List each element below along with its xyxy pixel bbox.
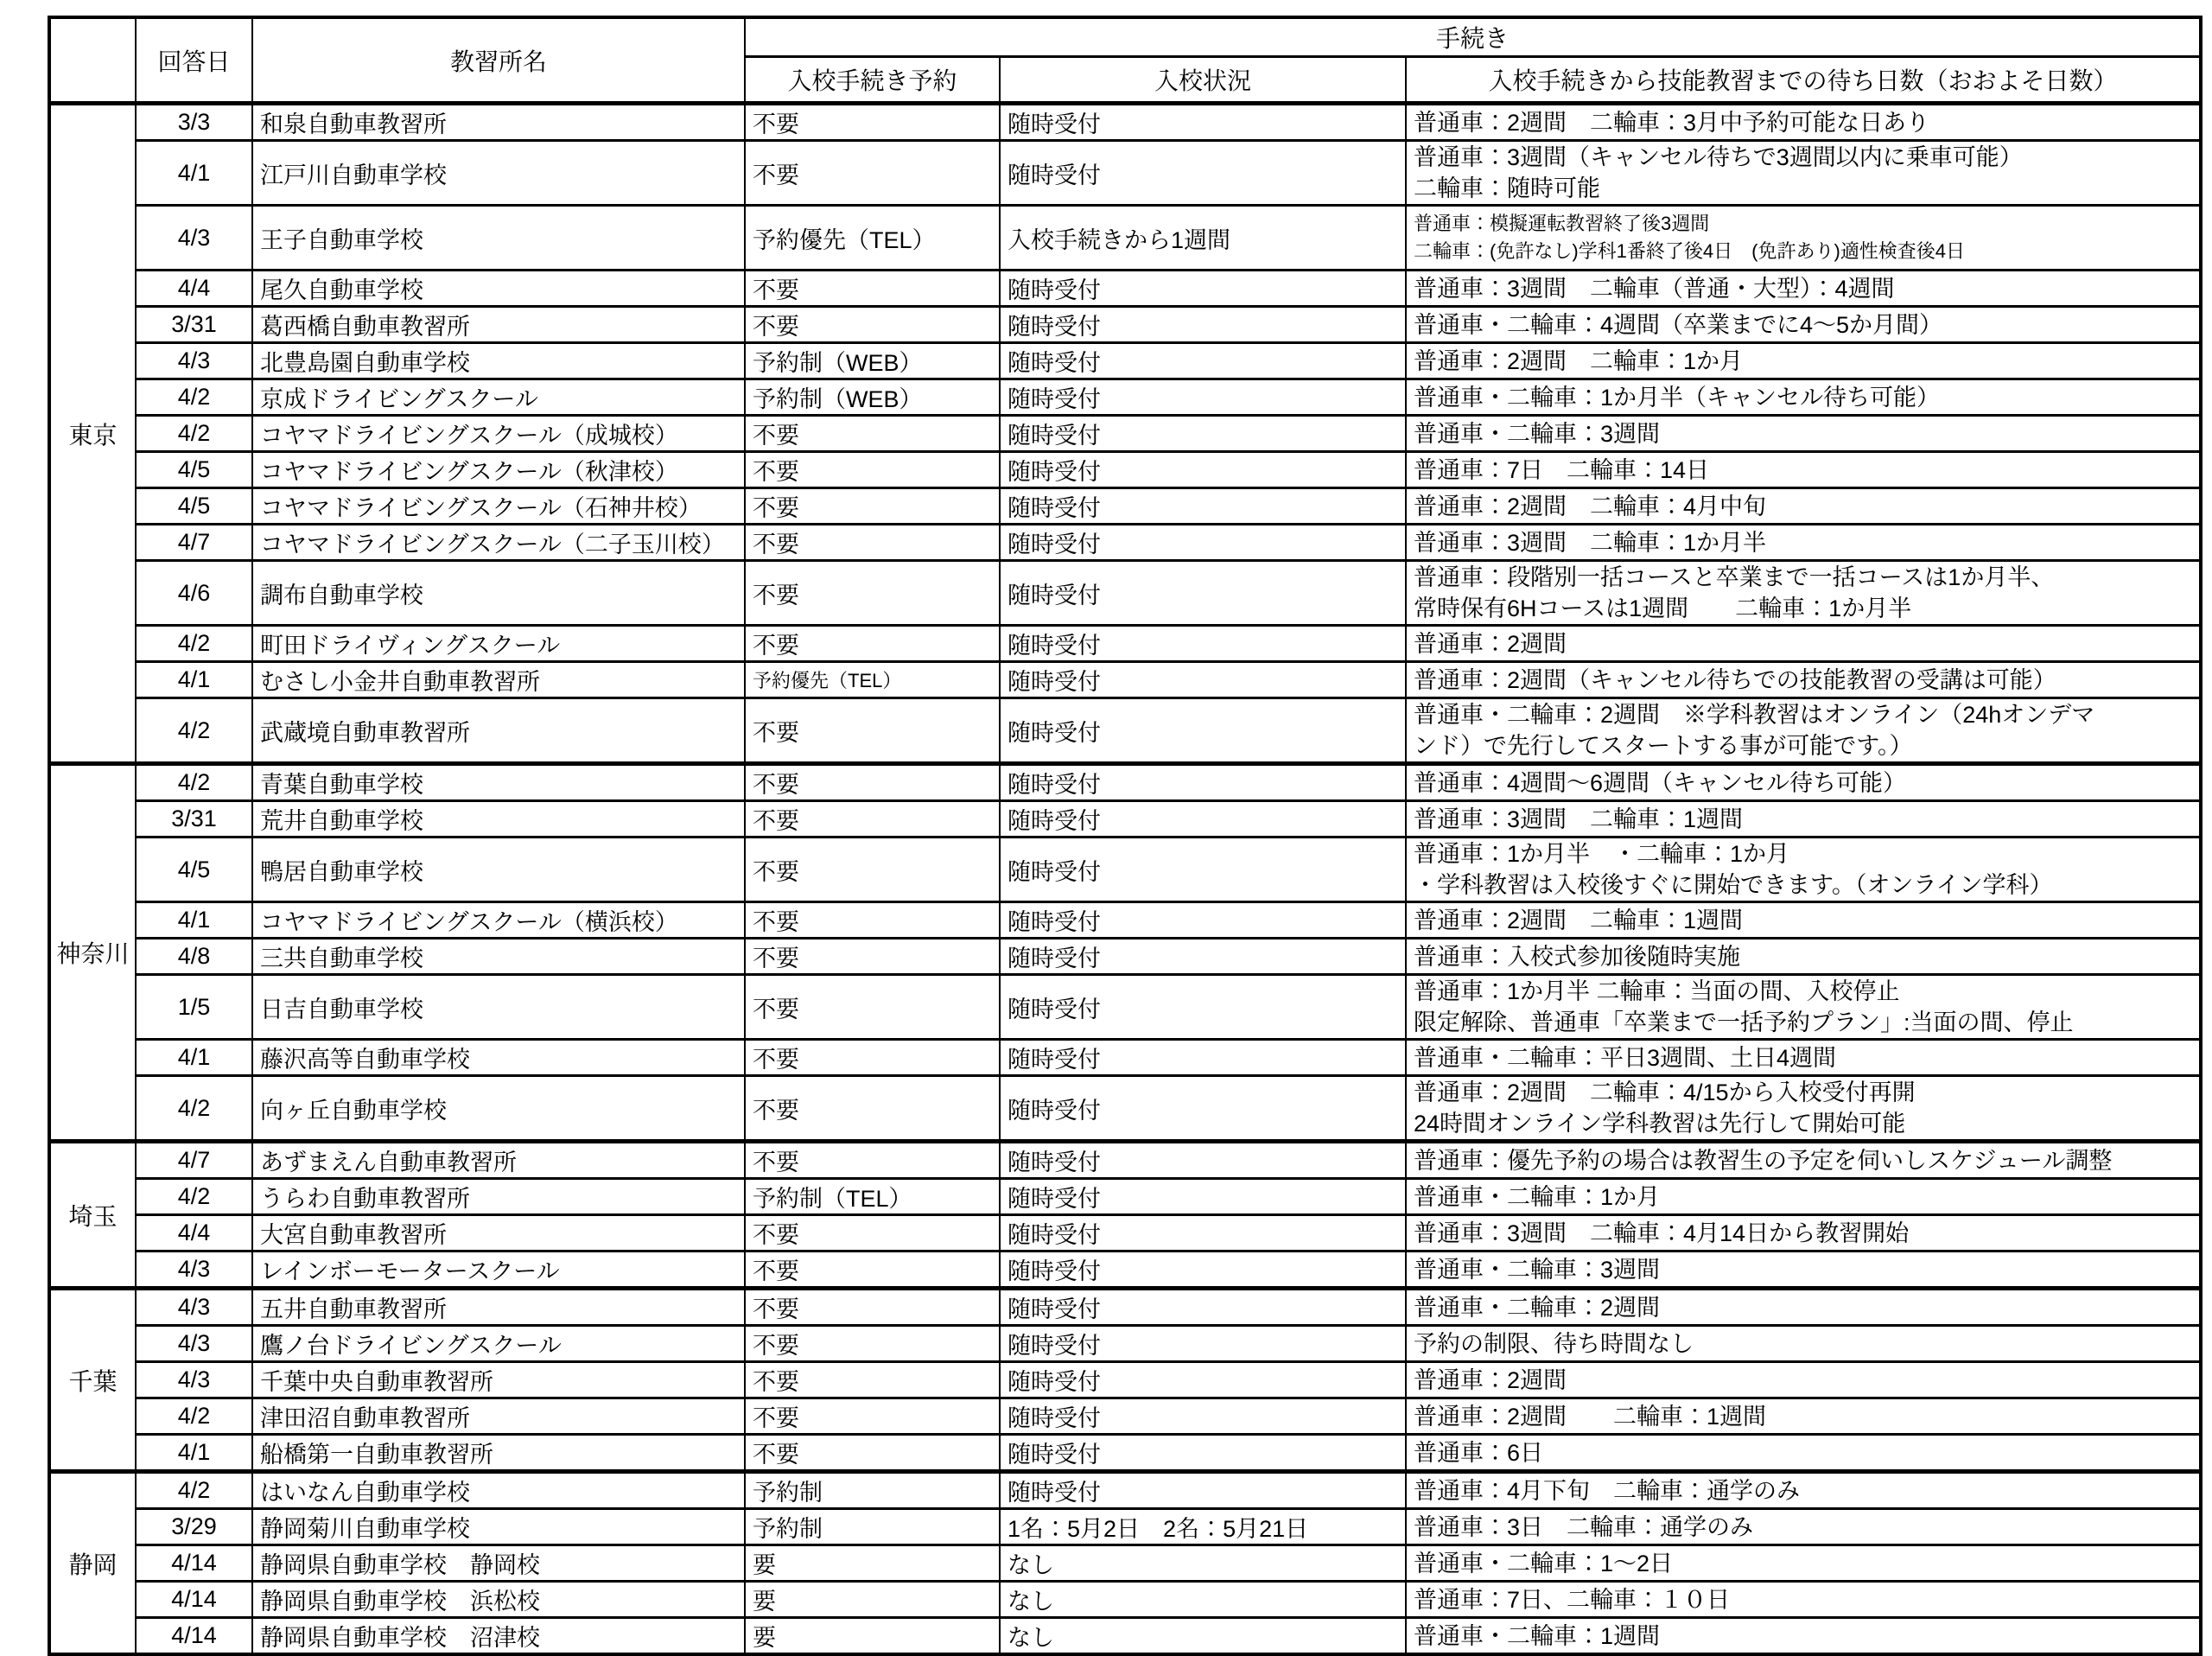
- school-cell: あずまえん自動車教習所: [252, 1142, 745, 1179]
- header-corner: [49, 17, 136, 104]
- date-cell: 4/3: [136, 1252, 252, 1289]
- wait-cell: [1406, 975, 2201, 1040]
- reservation-cell: 不要: [745, 838, 1000, 902]
- wait-line: 普通車・二輪車：2週間: [1414, 1294, 1661, 1321]
- school-cell: 静岡県自動車学校 静岡校: [252, 1545, 745, 1582]
- reservation-cell: 不要: [745, 1215, 1000, 1252]
- school-cell: 尾久自動車学校: [252, 271, 745, 307]
- wait-cell: [1406, 1545, 2201, 1582]
- school-cell: 三共自動車学校: [252, 939, 745, 975]
- status-cell: 随時受付: [1000, 1398, 1406, 1435]
- status-cell: 随時受付: [1000, 379, 1406, 416]
- table-row: [49, 1435, 2201, 1472]
- status-cell: 随時受付: [1000, 452, 1406, 488]
- wait-cell: [1406, 343, 2201, 379]
- status-cell: 随時受付: [1000, 1472, 1406, 1509]
- wait-cell: [1406, 141, 2201, 206]
- table-row: [49, 1509, 2201, 1545]
- wait-line: 限定解除、普通車「卒業まで一括予約プラン」:当面の間、停止: [1414, 1010, 2074, 1035]
- header-date: 回答日: [136, 17, 252, 104]
- reservation-cell: 不要: [745, 488, 1000, 525]
- wait-line: 二輪車：(免許なし)学科1番終了後4日 (免許あり)適性検査後4日: [1414, 240, 1966, 262]
- reservation-cell: 不要: [745, 307, 1000, 343]
- status-cell: 随時受付: [1000, 1435, 1406, 1472]
- header-wait: 入校手続きから技能教習までの待ち日数（おおよそ日数）: [1406, 57, 2201, 104]
- table-row: [49, 452, 2201, 488]
- reservation-cell: 不要: [745, 1326, 1000, 1362]
- school-cell: うらわ自動車教習所: [252, 1179, 745, 1215]
- status-cell: 随時受付: [1000, 1326, 1406, 1362]
- wait-cell: [1406, 488, 2201, 525]
- status-cell: なし: [1000, 1582, 1406, 1618]
- header-procedure: 手続き: [745, 17, 2201, 57]
- date-cell: 4/7: [136, 1142, 252, 1179]
- wait-cell: [1406, 764, 2201, 801]
- wait-cell: [1406, 1076, 2201, 1142]
- table-row: [49, 206, 2201, 271]
- status-cell: 随時受付: [1000, 764, 1406, 801]
- date-cell: 4/3: [136, 1326, 252, 1362]
- wait-cell: [1406, 104, 2201, 141]
- date-cell: 1/5: [136, 975, 252, 1040]
- reservation-cell: 不要: [745, 452, 1000, 488]
- table-row: [49, 416, 2201, 452]
- date-cell: 4/1: [136, 662, 252, 698]
- wait-line: 普通車・二輪車：4週間（卒業までに4～5か月間）: [1414, 311, 1943, 338]
- wait-cell: [1406, 1509, 2201, 1545]
- region-cell: 千葉: [49, 1289, 136, 1472]
- table-row: [49, 764, 2201, 801]
- date-cell: 4/14: [136, 1618, 252, 1655]
- wait-line: ・学科教習は入校後すぐに開始できます。（オンライン学科）: [1414, 872, 2053, 898]
- reservation-cell: 不要: [745, 975, 1000, 1040]
- reservation-cell: 予約制: [745, 1509, 1000, 1545]
- header-row-1: [49, 17, 2201, 57]
- wait-line: ンド）で先行してスタートする事が可能です。）: [1414, 733, 1913, 759]
- wait-cell: [1406, 452, 2201, 488]
- date-cell: 4/2: [136, 1076, 252, 1142]
- date-cell: 3/3: [136, 104, 252, 141]
- reservation-cell: 不要: [745, 141, 1000, 206]
- table-body: [49, 104, 2201, 1655]
- table-row: [49, 1252, 2201, 1289]
- school-cell: コヤマドライビングスクール（二子玉川校）: [252, 525, 745, 561]
- table-row: [49, 1179, 2201, 1215]
- date-cell: 4/2: [136, 698, 252, 764]
- table-row: [49, 271, 2201, 307]
- school-cell: 津田沼自動車教習所: [252, 1398, 745, 1435]
- table-row: [49, 1040, 2201, 1076]
- wait-line: 普通車：1か月半 ・二輪車：1か月: [1414, 841, 1790, 867]
- school-cell: 日吉自動車学校: [252, 975, 745, 1040]
- table-row: [49, 975, 2201, 1040]
- date-cell: 4/2: [136, 764, 252, 801]
- status-cell: 随時受付: [1000, 939, 1406, 975]
- school-cell: 鷹ノ台ドライビングスクール: [252, 1326, 745, 1362]
- reservation-cell: 要: [745, 1618, 1000, 1655]
- table-row: [49, 902, 2201, 939]
- table-row: [49, 561, 2201, 626]
- wait-cell: [1406, 838, 2201, 902]
- wait-line: 普通車：2週間 二輪車：4月中旬: [1414, 493, 1767, 519]
- wait-line: 普通車：3週間（キャンセル待ちで3週間以内に乗車可能）: [1414, 144, 2023, 170]
- date-cell: 4/1: [136, 1040, 252, 1076]
- reservation-cell: 不要: [745, 1289, 1000, 1326]
- reservation-cell: 不要: [745, 1362, 1000, 1398]
- wait-line: 普通車・二輪車：1～2日: [1414, 1550, 1674, 1576]
- wait-line: 普通車：段階別一括コースと卒業まで一括コースは1か月半、: [1414, 564, 2055, 590]
- school-cell: 町田ドライヴィングスクール: [252, 626, 745, 662]
- status-cell: 随時受付: [1000, 975, 1406, 1040]
- wait-cell: [1406, 698, 2201, 764]
- status-cell: なし: [1000, 1618, 1406, 1655]
- reservation-cell: 不要: [745, 801, 1000, 838]
- wait-cell: [1406, 1398, 2201, 1435]
- header-reservation: 入校手続き予約: [745, 57, 1000, 104]
- table-row: [49, 1398, 2201, 1435]
- reservation-cell: 予約制（WEB）: [745, 343, 1000, 379]
- wait-cell: [1406, 379, 2201, 416]
- date-cell: 4/2: [136, 1398, 252, 1435]
- wait-line: 普通車：6日: [1414, 1439, 1544, 1466]
- status-cell: 随時受付: [1000, 141, 1406, 206]
- status-cell: 随時受付: [1000, 1215, 1406, 1252]
- status-cell: 随時受付: [1000, 1179, 1406, 1215]
- header-school: 教習所名: [252, 17, 745, 104]
- date-cell: 4/7: [136, 525, 252, 561]
- status-cell: 1名：5月2日 2名：5月21日: [1000, 1509, 1406, 1545]
- date-cell: 4/14: [136, 1545, 252, 1582]
- wait-line: 普通車：2週間: [1414, 1366, 1567, 1393]
- region-cell: 埼玉: [49, 1142, 136, 1289]
- wait-cell: [1406, 561, 2201, 626]
- date-cell: 4/14: [136, 1582, 252, 1618]
- wait-cell: [1406, 1215, 2201, 1252]
- wait-cell: [1406, 1289, 2201, 1326]
- status-cell: 随時受付: [1000, 698, 1406, 764]
- wait-line: 普通車：2週間 二輪車：1か月: [1414, 347, 1744, 374]
- reservation-cell: 不要: [745, 104, 1000, 141]
- wait-cell: [1406, 1435, 2201, 1472]
- reservation-cell: 不要: [745, 416, 1000, 452]
- date-cell: 4/1: [136, 1435, 252, 1472]
- school-cell: 調布自動車学校: [252, 561, 745, 626]
- table-row: [49, 141, 2201, 206]
- school-cell: コヤマドライビングスクール（成城校）: [252, 416, 745, 452]
- wait-line: 普通車：4月下旬 二輪車：通学のみ: [1414, 1477, 1801, 1504]
- date-cell: 4/2: [136, 1179, 252, 1215]
- table-row: [49, 1215, 2201, 1252]
- wait-line: 普通車：2週間 二輪車：1週間: [1414, 907, 1744, 933]
- school-cell: 静岡県自動車学校 沼津校: [252, 1618, 745, 1655]
- table-row: [49, 1582, 2201, 1618]
- reservation-cell: 予約制（WEB）: [745, 379, 1000, 416]
- region-cell: 静岡: [49, 1472, 136, 1655]
- table-row: [49, 1142, 2201, 1179]
- wait-line: 普通車・二輪車：3週間: [1414, 1256, 1661, 1283]
- table-row: [49, 1326, 2201, 1362]
- table-row: [49, 343, 2201, 379]
- table-row: [49, 488, 2201, 525]
- table-row: [49, 801, 2201, 838]
- status-cell: 随時受付: [1000, 343, 1406, 379]
- wait-cell: [1406, 1472, 2201, 1509]
- school-cell: コヤマドライビングスクール（石神井校）: [252, 488, 745, 525]
- driving-school-table: [48, 16, 2202, 1656]
- date-cell: 4/2: [136, 379, 252, 416]
- region-cell: 東京: [49, 104, 136, 764]
- wait-cell: [1406, 1326, 2201, 1362]
- school-cell: 船橋第一自動車教習所: [252, 1435, 745, 1472]
- wait-cell: [1406, 1582, 2201, 1618]
- wait-cell: [1406, 902, 2201, 939]
- wait-line: 普通車・二輪車：1か月: [1414, 1183, 1661, 1210]
- reservation-cell: 予約優先（TEL）: [745, 662, 1000, 698]
- school-cell: 王子自動車学校: [252, 206, 745, 271]
- date-cell: 4/5: [136, 488, 252, 525]
- reservation-cell: 不要: [745, 939, 1000, 975]
- reservation-cell: 不要: [745, 1142, 1000, 1179]
- school-cell: 五井自動車教習所: [252, 1289, 745, 1326]
- wait-line: 普通車：2週間 二輪車：4/15から入校受付再開: [1414, 1080, 1916, 1105]
- wait-cell: [1406, 416, 2201, 452]
- wait-line: 24時間オンライン学科教習は先行して開始可能: [1414, 1111, 1906, 1137]
- date-cell: 4/3: [136, 1362, 252, 1398]
- table-row: [49, 662, 2201, 698]
- wait-line: 普通車：3日 二輪車：通学のみ: [1414, 1513, 1754, 1540]
- wait-cell: [1406, 1142, 2201, 1179]
- wait-cell: [1406, 662, 2201, 698]
- status-cell: 随時受付: [1000, 104, 1406, 141]
- wait-line: 普通車：1か月半 二輪車：当面の間、入校停止: [1414, 978, 1900, 1004]
- reservation-cell: 予約制（TEL）: [745, 1179, 1000, 1215]
- wait-line: 普通車・二輪車：2週間 ※学科教習はオンライン（24hオンデマ: [1414, 702, 2095, 728]
- wait-line: 普通車：3週間 二輪車：4月14日から教習開始: [1414, 1220, 1910, 1246]
- date-cell: 4/4: [136, 1215, 252, 1252]
- wait-line: 予約の制限、待ち時間なし: [1414, 1330, 1694, 1357]
- wait-line: 普通車：7日、二輪車：１０日: [1414, 1586, 1731, 1613]
- wait-cell: [1406, 271, 2201, 307]
- date-cell: 4/8: [136, 939, 252, 975]
- date-cell: 3/29: [136, 1509, 252, 1545]
- reservation-cell: 不要: [745, 626, 1000, 662]
- wait-cell: [1406, 801, 2201, 838]
- school-cell: レインボーモータースクール: [252, 1252, 745, 1289]
- date-cell: 4/1: [136, 902, 252, 939]
- wait-line: 普通車：7日 二輪車：14日: [1414, 456, 1710, 483]
- wait-line: 普通車・二輪車：3週間: [1414, 420, 1661, 447]
- date-cell: 4/2: [136, 626, 252, 662]
- wait-line: 普通車：2週間（キャンセル待ちでの技能教習の受講は可能）: [1414, 666, 2056, 693]
- school-cell: 荒井自動車学校: [252, 801, 745, 838]
- table-row: [49, 1472, 2201, 1509]
- table-row: [49, 1618, 2201, 1655]
- wait-cell: [1406, 1618, 2201, 1655]
- wait-cell: [1406, 626, 2201, 662]
- status-cell: 随時受付: [1000, 1040, 1406, 1076]
- school-cell: 静岡菊川自動車学校: [252, 1509, 745, 1545]
- date-cell: 4/5: [136, 452, 252, 488]
- reservation-cell: 要: [745, 1582, 1000, 1618]
- wait-line: 普通車：模擬運転教習終了後3週間: [1414, 213, 1710, 234]
- table-row: [49, 379, 2201, 416]
- date-cell: 3/31: [136, 801, 252, 838]
- school-cell: 葛西橋自動車教習所: [252, 307, 745, 343]
- status-cell: 随時受付: [1000, 307, 1406, 343]
- reservation-cell: 不要: [745, 698, 1000, 764]
- reservation-cell: 不要: [745, 902, 1000, 939]
- status-cell: 随時受付: [1000, 271, 1406, 307]
- status-cell: 随時受付: [1000, 561, 1406, 626]
- wait-line: 普通車：3週間 二輪車：1か月半: [1414, 529, 1767, 556]
- school-cell: 武蔵境自動車教習所: [252, 698, 745, 764]
- school-cell: 京成ドライビングスクール: [252, 379, 745, 416]
- school-cell: 北豊島園自動車学校: [252, 343, 745, 379]
- date-cell: 4/3: [136, 1289, 252, 1326]
- header-status: 入校状況: [1000, 57, 1406, 104]
- status-cell: 随時受付: [1000, 902, 1406, 939]
- reservation-cell: 不要: [745, 561, 1000, 626]
- reservation-cell: 不要: [745, 1252, 1000, 1289]
- school-cell: 藤沢高等自動車学校: [252, 1040, 745, 1076]
- wait-cell: [1406, 1252, 2201, 1289]
- status-cell: 随時受付: [1000, 801, 1406, 838]
- reservation-cell: 予約優先（TEL）: [745, 206, 1000, 271]
- wait-line: 二輪車：随時可能: [1414, 175, 1600, 201]
- wait-line: 普通車・二輪車：1週間: [1414, 1622, 1661, 1649]
- table-row: [49, 1545, 2201, 1582]
- date-cell: 3/31: [136, 307, 252, 343]
- wait-line: 普通車：入校式参加後随時実施: [1414, 943, 1740, 970]
- school-cell: 静岡県自動車学校 浜松校: [252, 1582, 745, 1618]
- wait-cell: [1406, 1179, 2201, 1215]
- table-row: [49, 626, 2201, 662]
- wait-line: 普通車：2週間: [1414, 630, 1567, 657]
- wait-cell: [1406, 1040, 2201, 1076]
- table-row: [49, 1362, 2201, 1398]
- school-cell: 千葉中央自動車教習所: [252, 1362, 745, 1398]
- date-cell: 4/6: [136, 561, 252, 626]
- status-cell: 随時受付: [1000, 1289, 1406, 1326]
- table-row: [49, 307, 2201, 343]
- date-cell: 4/1: [136, 141, 252, 206]
- region-cell: 神奈川: [49, 764, 136, 1142]
- school-cell: 和泉自動車教習所: [252, 104, 745, 141]
- wait-cell: [1406, 307, 2201, 343]
- reservation-cell: 不要: [745, 1398, 1000, 1435]
- wait-cell: [1406, 1362, 2201, 1398]
- table-row: [49, 1076, 2201, 1142]
- reservation-cell: 要: [745, 1545, 1000, 1582]
- wait-cell: [1406, 525, 2201, 561]
- status-cell: 随時受付: [1000, 525, 1406, 561]
- status-cell: 随時受付: [1000, 1142, 1406, 1179]
- wait-cell: [1406, 206, 2201, 271]
- status-cell: 随時受付: [1000, 662, 1406, 698]
- table-header: [49, 17, 2201, 104]
- reservation-cell: 不要: [745, 1076, 1000, 1142]
- wait-line: 普通車：2週間 二輪車：3月中予約可能な日あり: [1414, 109, 1930, 136]
- reservation-cell: 予約制: [745, 1472, 1000, 1509]
- reservation-cell: 不要: [745, 1040, 1000, 1076]
- table-row: [49, 698, 2201, 764]
- school-cell: はいなん自動車学校: [252, 1472, 745, 1509]
- school-cell: 向ヶ丘自動車学校: [252, 1076, 745, 1142]
- status-cell: 随時受付: [1000, 1252, 1406, 1289]
- table-row: [49, 525, 2201, 561]
- reservation-cell: 不要: [745, 1435, 1000, 1472]
- reservation-cell: 不要: [745, 525, 1000, 561]
- wait-line: 普通車・二輪車：1か月半（キャンセル待ち可能）: [1414, 384, 1941, 411]
- wait-line: 普通車：3週間 二輪車（普通・大型）：4週間: [1414, 275, 1895, 302]
- status-cell: 入校手続きから1週間: [1000, 206, 1406, 271]
- wait-line: 普通車：2週間 二輪車：1週間: [1414, 1403, 1767, 1430]
- school-cell: むさし小金井自動車教習所: [252, 662, 745, 698]
- school-cell: コヤマドライビングスクール（横浜校）: [252, 902, 745, 939]
- date-cell: 4/2: [136, 1472, 252, 1509]
- wait-cell: [1406, 939, 2201, 975]
- date-cell: 4/4: [136, 271, 252, 307]
- wait-line: 普通車：3週間 二輪車：1週間: [1414, 806, 1744, 832]
- date-cell: 4/3: [136, 343, 252, 379]
- status-cell: 随時受付: [1000, 626, 1406, 662]
- date-cell: 4/2: [136, 416, 252, 452]
- status-cell: 随時受付: [1000, 1076, 1406, 1142]
- school-cell: 鴨居自動車学校: [252, 838, 745, 902]
- wait-line: 普通車：優先予約の場合は教習生の予定を伺いしスケジュール調整: [1414, 1147, 2113, 1174]
- school-cell: 江戸川自動車学校: [252, 141, 745, 206]
- wait-line: 普通車：4週間～6週間（キャンセル待ち可能）: [1414, 769, 1907, 796]
- table-row: [49, 939, 2201, 975]
- wait-line: 普通車・二輪車：平日3週間、土日4週間: [1414, 1044, 1837, 1071]
- date-cell: 4/3: [136, 206, 252, 271]
- school-cell: 大宮自動車教習所: [252, 1215, 745, 1252]
- table-row: [49, 838, 2201, 902]
- status-cell: 随時受付: [1000, 488, 1406, 525]
- wait-line: 常時保有6Hコースは1週間 二輪車：1か月半: [1414, 596, 1912, 621]
- status-cell: なし: [1000, 1545, 1406, 1582]
- status-cell: 随時受付: [1000, 416, 1406, 452]
- school-cell: 青葉自動車学校: [252, 764, 745, 801]
- reservation-cell: 不要: [745, 764, 1000, 801]
- table-row: [49, 1289, 2201, 1326]
- status-cell: 随時受付: [1000, 1362, 1406, 1398]
- reservation-cell: 不要: [745, 271, 1000, 307]
- school-cell: コヤマドライビングスクール（秋津校）: [252, 452, 745, 488]
- table-row: [49, 104, 2201, 141]
- status-cell: 随時受付: [1000, 838, 1406, 902]
- date-cell: 4/5: [136, 838, 252, 902]
